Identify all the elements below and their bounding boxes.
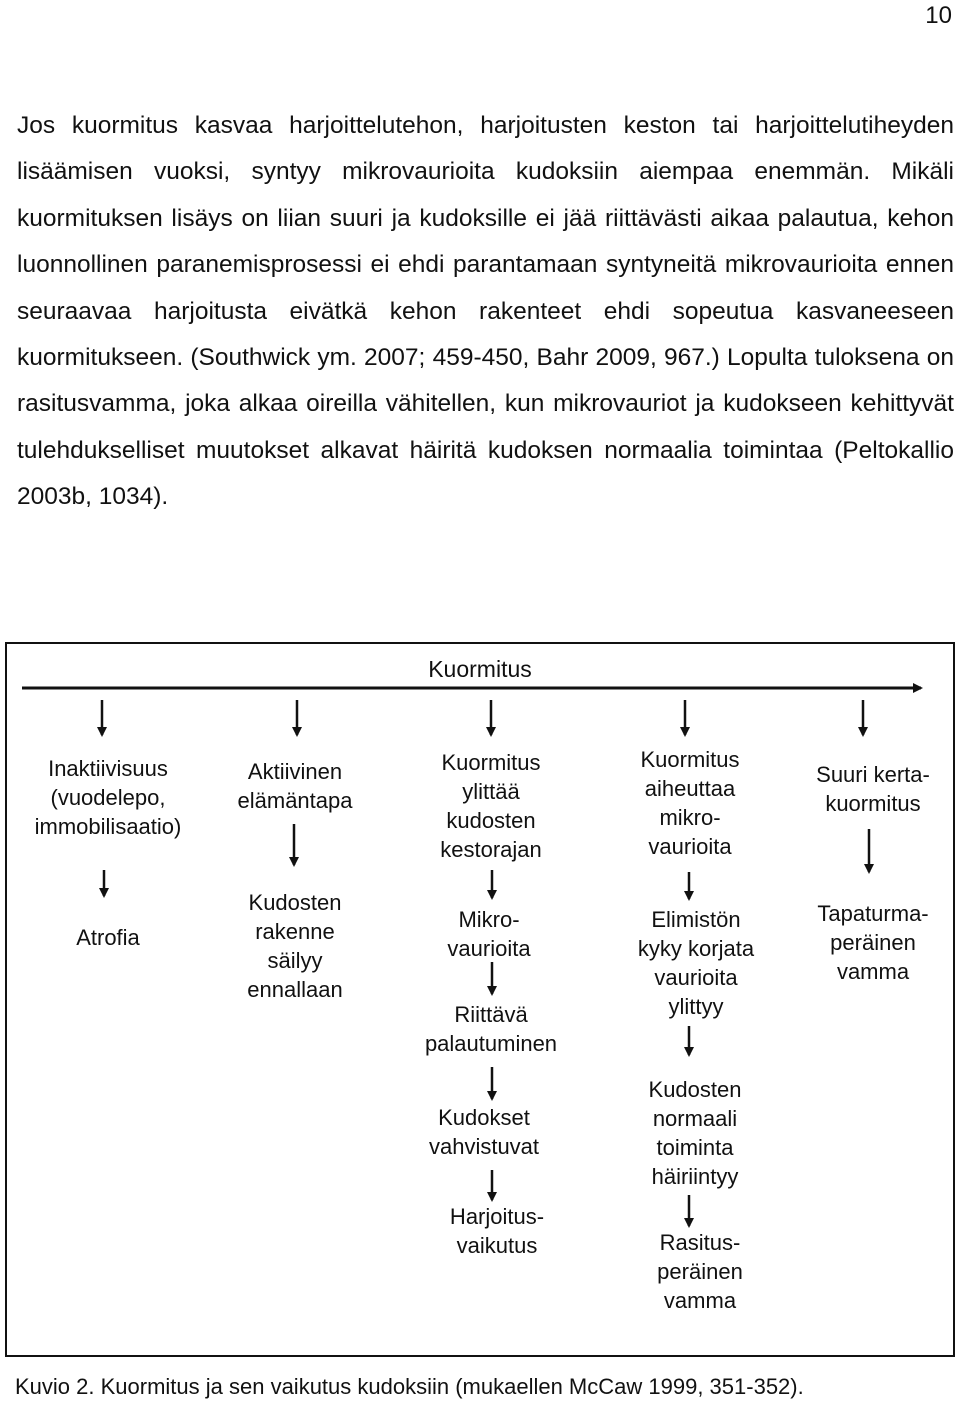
node-kudosten-rakenne: Kudosten rakenne säilyy ennallaan xyxy=(247,890,343,1002)
node-kuormitus-aiheuttaa: Kuormitus aiheuttaa mikro- vaurioita xyxy=(640,747,740,859)
node-suuri-kertakuormitus: Suuri kerta- kuormitus xyxy=(816,762,930,816)
node-kudokset-vahvistuvat: Kudokset vahvistuvat xyxy=(428,1105,540,1159)
node-mikrovaurioita: Mikro- vaurioita xyxy=(447,907,531,961)
flow-diagram xyxy=(5,642,955,1357)
node-kudosten-normaali-toiminta: Kudosten normaali toiminta häiriintyy xyxy=(648,1077,742,1189)
node-riittava-palautuminen: Riittävä palautuminen xyxy=(424,1002,558,1056)
node-aktiivinen-elamantapa: Aktiivinen elämäntapa xyxy=(237,759,353,813)
node-atrofia: Atrofia xyxy=(76,925,140,950)
node-inaktiivisuus: Inaktiivisuus (vuodelepo, immobilisaatio) xyxy=(34,756,182,839)
node-rasitusperainen-vamma: Rasitus- peräinen vamma xyxy=(657,1230,743,1313)
figure-caption: Kuvio 2. Kuormitus ja sen vaikutus kudoksiin (mukaellen McCaw 1999, 351-352). xyxy=(15,1374,804,1399)
diagram-title: Kuormitus xyxy=(428,656,532,682)
page-number: 10 xyxy=(925,2,952,29)
node-elimiston-kyky: Elimistön kyky korjata vaurioita ylittyy xyxy=(637,907,755,1019)
node-harjoitusvaikutus: Harjoitus- vaikutus xyxy=(449,1204,545,1258)
node-kuormitus-ylittaa: Kuormitus ylittää kudosten kestorajan xyxy=(440,750,542,862)
node-tapaturmaperainen-vamma: Tapaturma- peräinen vamma xyxy=(817,901,929,984)
body-paragraph: Jos kuormitus kasvaa harjoittelutehon, harjoitusten keston tai harjoittelutiheyden lisäämisen vuoksi, syntyy mikrovaurioita kudoksiin aiempaa enemmän. Mikäli kuormituksen lisäys on liian suuri ja kudoksille ei jää riittävästi aikaa palautua, kehon luonnollinen paranemisprosessi ei ehdi parantamaan syntyneitä mikrovaurioita ennen seuraavaa harjoitusta eivätkä kehon rakenteet ehdi sopeutua kasvaneeseen kuormitukseen. (Southwick ym. 2007; 459-450, Bahr 2009, 967.) Lopulta tuloksena on rasitusvamma, joka alkaa oireilla vähitellen, kun mikrovauriot ja kudokseen kehittyvät tulehdukselliset muutokset alkavat häiritä kudoksen normaalia toimintaa (Peltokallio 2003b, 1034). xyxy=(17,112,954,511)
